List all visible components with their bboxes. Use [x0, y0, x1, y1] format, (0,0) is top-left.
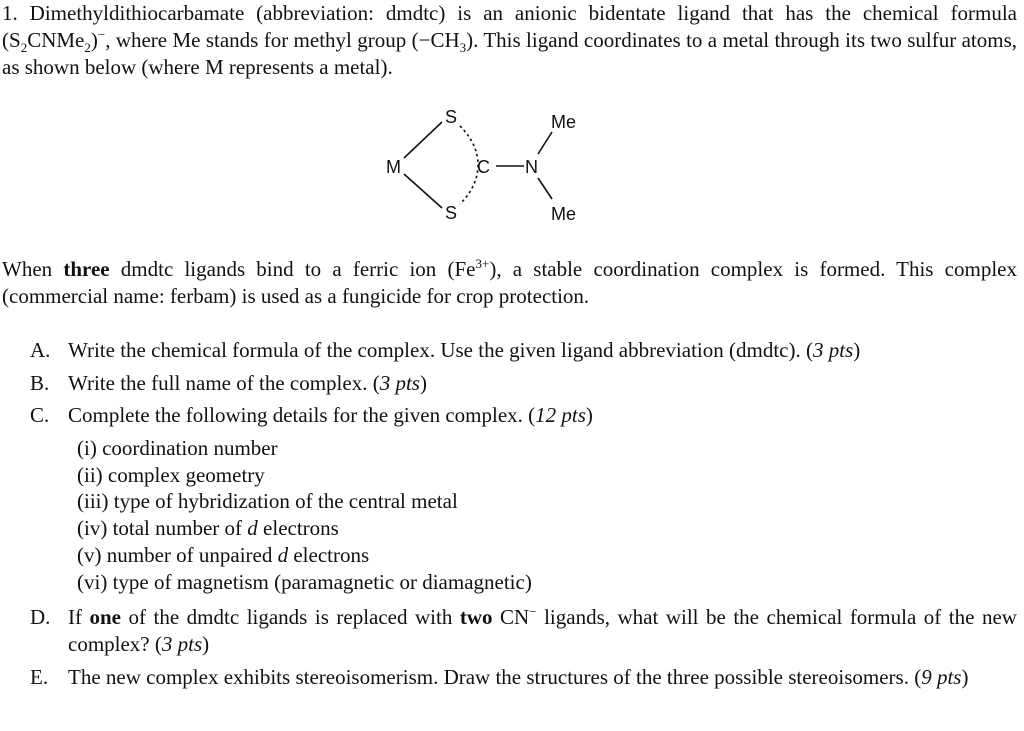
part-c-item-v: (v) number of unpaired d electrons	[77, 543, 370, 567]
dmdtc-structure-diagram	[372, 104, 602, 228]
part-c-item-iii: (iii) type of hybridization of the central metal	[77, 489, 458, 513]
metal-atom-label: M	[386, 157, 401, 177]
part-c-item-ii: (ii) complex geometry	[77, 463, 265, 487]
complex-context: When three dmdtc ligands bind to a ferric ion $(Fe^{3+})$, a stable coordination complex is formed. This complex (commercial name: ferbam) is used as a fungicide for crop protection.	[2, 256, 1017, 308]
part-d-label: D.	[30, 605, 51, 629]
bond-m-s-bottom	[404, 174, 442, 208]
bond-n-me-bottom	[538, 178, 552, 199]
bond-m-s-top	[404, 122, 442, 158]
question-number: 1.	[2, 1, 18, 25]
bond-n-me-top	[538, 132, 552, 154]
part-c-label: C.	[30, 403, 50, 427]
part-c-item-iv: (iv) total number of d electrons	[77, 516, 339, 540]
part-c-item-vi: (vi) type of magnetism (paramagnetic or diamagnetic)	[77, 570, 532, 594]
question-intro: 1. Dimethyldithiocarbamate (abbreviation: dmdtc) is an anionic bidentate ligand that has the chemical formula $(S_2CNMe_2)^-$, where Me stands for methyl group $(-CH_3)$. This ligand coordinates to a metal through its two sulfur atoms, as shown below (where M represents a metal).	[2, 1, 1018, 79]
sulfur-bottom-label: S	[445, 203, 458, 223]
sulfur-top-label: S	[445, 107, 458, 127]
methyl-top-label: Me	[551, 112, 577, 132]
part-b-label: B.	[30, 371, 50, 395]
part-a-label: A.	[30, 338, 51, 362]
part-c-item-i: (i) coordination number	[77, 436, 278, 460]
nitrogen-atom-label: N	[525, 157, 538, 177]
bond-s-c-s-delocalized	[460, 126, 478, 204]
carbon-atom-label: C	[477, 157, 490, 177]
methyl-bottom-label: Me	[551, 204, 577, 224]
part-e-label: E.	[30, 665, 49, 689]
